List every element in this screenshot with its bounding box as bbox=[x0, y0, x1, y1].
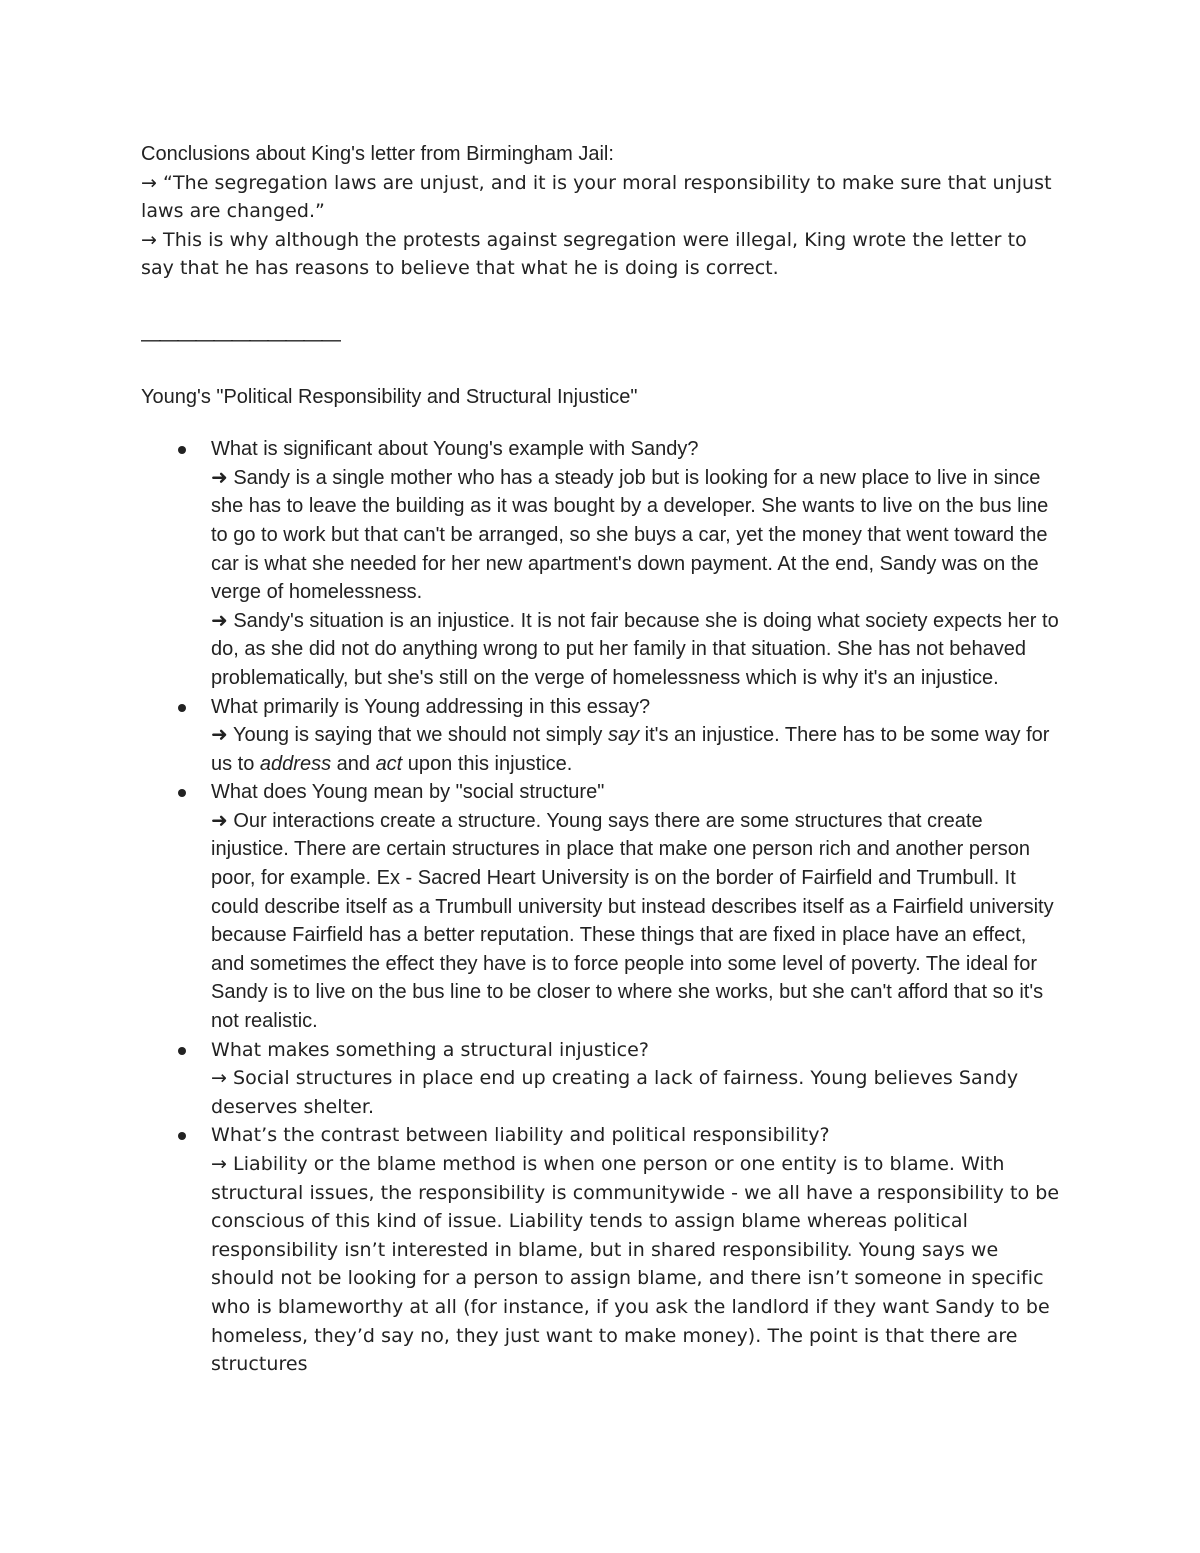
question-text: What primarily is Young addressing in this essay? bbox=[211, 695, 651, 718]
answer-part: upon this injustice. bbox=[402, 752, 573, 775]
question-text: What does Young mean by "social structure" bbox=[211, 781, 605, 804]
question-text: What’s the contrast between liability and political responsibility? bbox=[211, 1124, 830, 1147]
king-conclusion-1: → “The segregation laws are unjust, and it is your moral responsibility to make sure that unjust laws are changed.” bbox=[141, 171, 1052, 223]
answer-text: → Social structures in place end up creating a lack of fairness. Young believes Sandy deserves shelter. bbox=[211, 1067, 1019, 1118]
answer-part: and bbox=[331, 752, 376, 775]
answer-text: ➜ Sandy's situation is an injustice. It is not fair because she is doing what society expects her to do, as she did not do anything wrong to put her family in that situation. She has not behaved problematically, but she's still on the verge of homelessness which is why it's an injustice. bbox=[211, 609, 1059, 689]
answer-emphasis-address: address bbox=[259, 752, 332, 775]
answer-part: ➜ Young is saying that we should not simply bbox=[211, 724, 608, 747]
question-text: What is significant about Young's example with Sandy? bbox=[211, 438, 699, 461]
section-title-young: Young's "Political Responsibility and Structural Injustice" bbox=[141, 385, 638, 408]
list-item bbox=[141, 693, 1061, 779]
list-item bbox=[141, 778, 1061, 1035]
spacer bbox=[141, 283, 1061, 312]
king-conclusion-2: → This is why although the protests against segregation were illegal, King wrote the letter to say that he has reasons to believe that what he is doing is correct. bbox=[141, 228, 1027, 280]
answer-text bbox=[211, 721, 1061, 778]
document-body bbox=[141, 140, 1061, 1379]
list-item bbox=[141, 1036, 1061, 1122]
section-title-king: Conclusions about King's letter from Birmingham Jail: bbox=[141, 143, 614, 165]
answer-emphasis-say: say bbox=[608, 724, 640, 747]
list-item bbox=[141, 1121, 1061, 1378]
answer-part: it's an injustice. There has to be some way for us to bbox=[211, 724, 1050, 775]
answer-text: ➜ Sandy is a single mother who has a steady job but is looking for a new place to live in since she has to leave the building as it was bought by a developer. She wants to live on the bus line to go to work but that can't be arranged, so she buys a car, yet the money that went toward the car is what she needed for her new apartment's down payment. At the end, Sandy was on the verge of homelessness. bbox=[211, 466, 1049, 604]
question-list bbox=[141, 435, 1061, 1379]
section-divider: ——————————— bbox=[141, 328, 339, 351]
answer-emphasis-act: act bbox=[375, 752, 403, 775]
list-item bbox=[141, 435, 1061, 692]
answer-text: ➜ Our interactions create a structure. Young says there are some structures that create injustice. There are certain structures in place that make one person rich and another person poor, for example. Ex - Sacred Heart University is on the border of Fairfield and Trumbull. It could describe itself as a Trumbull university but instead describes itself as a Fairfield university because Fairfield has a better reputation. These things that are fixed in place have an effect, and sometimes the effect they have is to force people into some level of poverty. The ideal for Sandy is to live on the bus line to be closer to where she works, but she can't afford that so it's not realistic. bbox=[211, 809, 1054, 1033]
answer-text: → Liability or the blame method is when one person or one entity is to blame. With structural issues, the responsibility is communitywide - we all have a responsibility to be conscious of this kind of issue. Liability tends to assign blame whereas political responsibility isn’t interested in blame, but in shared responsibility. Young says we should not be looking for a person to assign blame, and there isn’t someone in specific who is blameworthy at all (for instance, if you ask the landlord if they want Sandy to be homeless, they’d say no, they just want to make money). The point is that there are structures bbox=[211, 1153, 1060, 1376]
question-text: What makes something a structural injustice? bbox=[211, 1038, 649, 1061]
